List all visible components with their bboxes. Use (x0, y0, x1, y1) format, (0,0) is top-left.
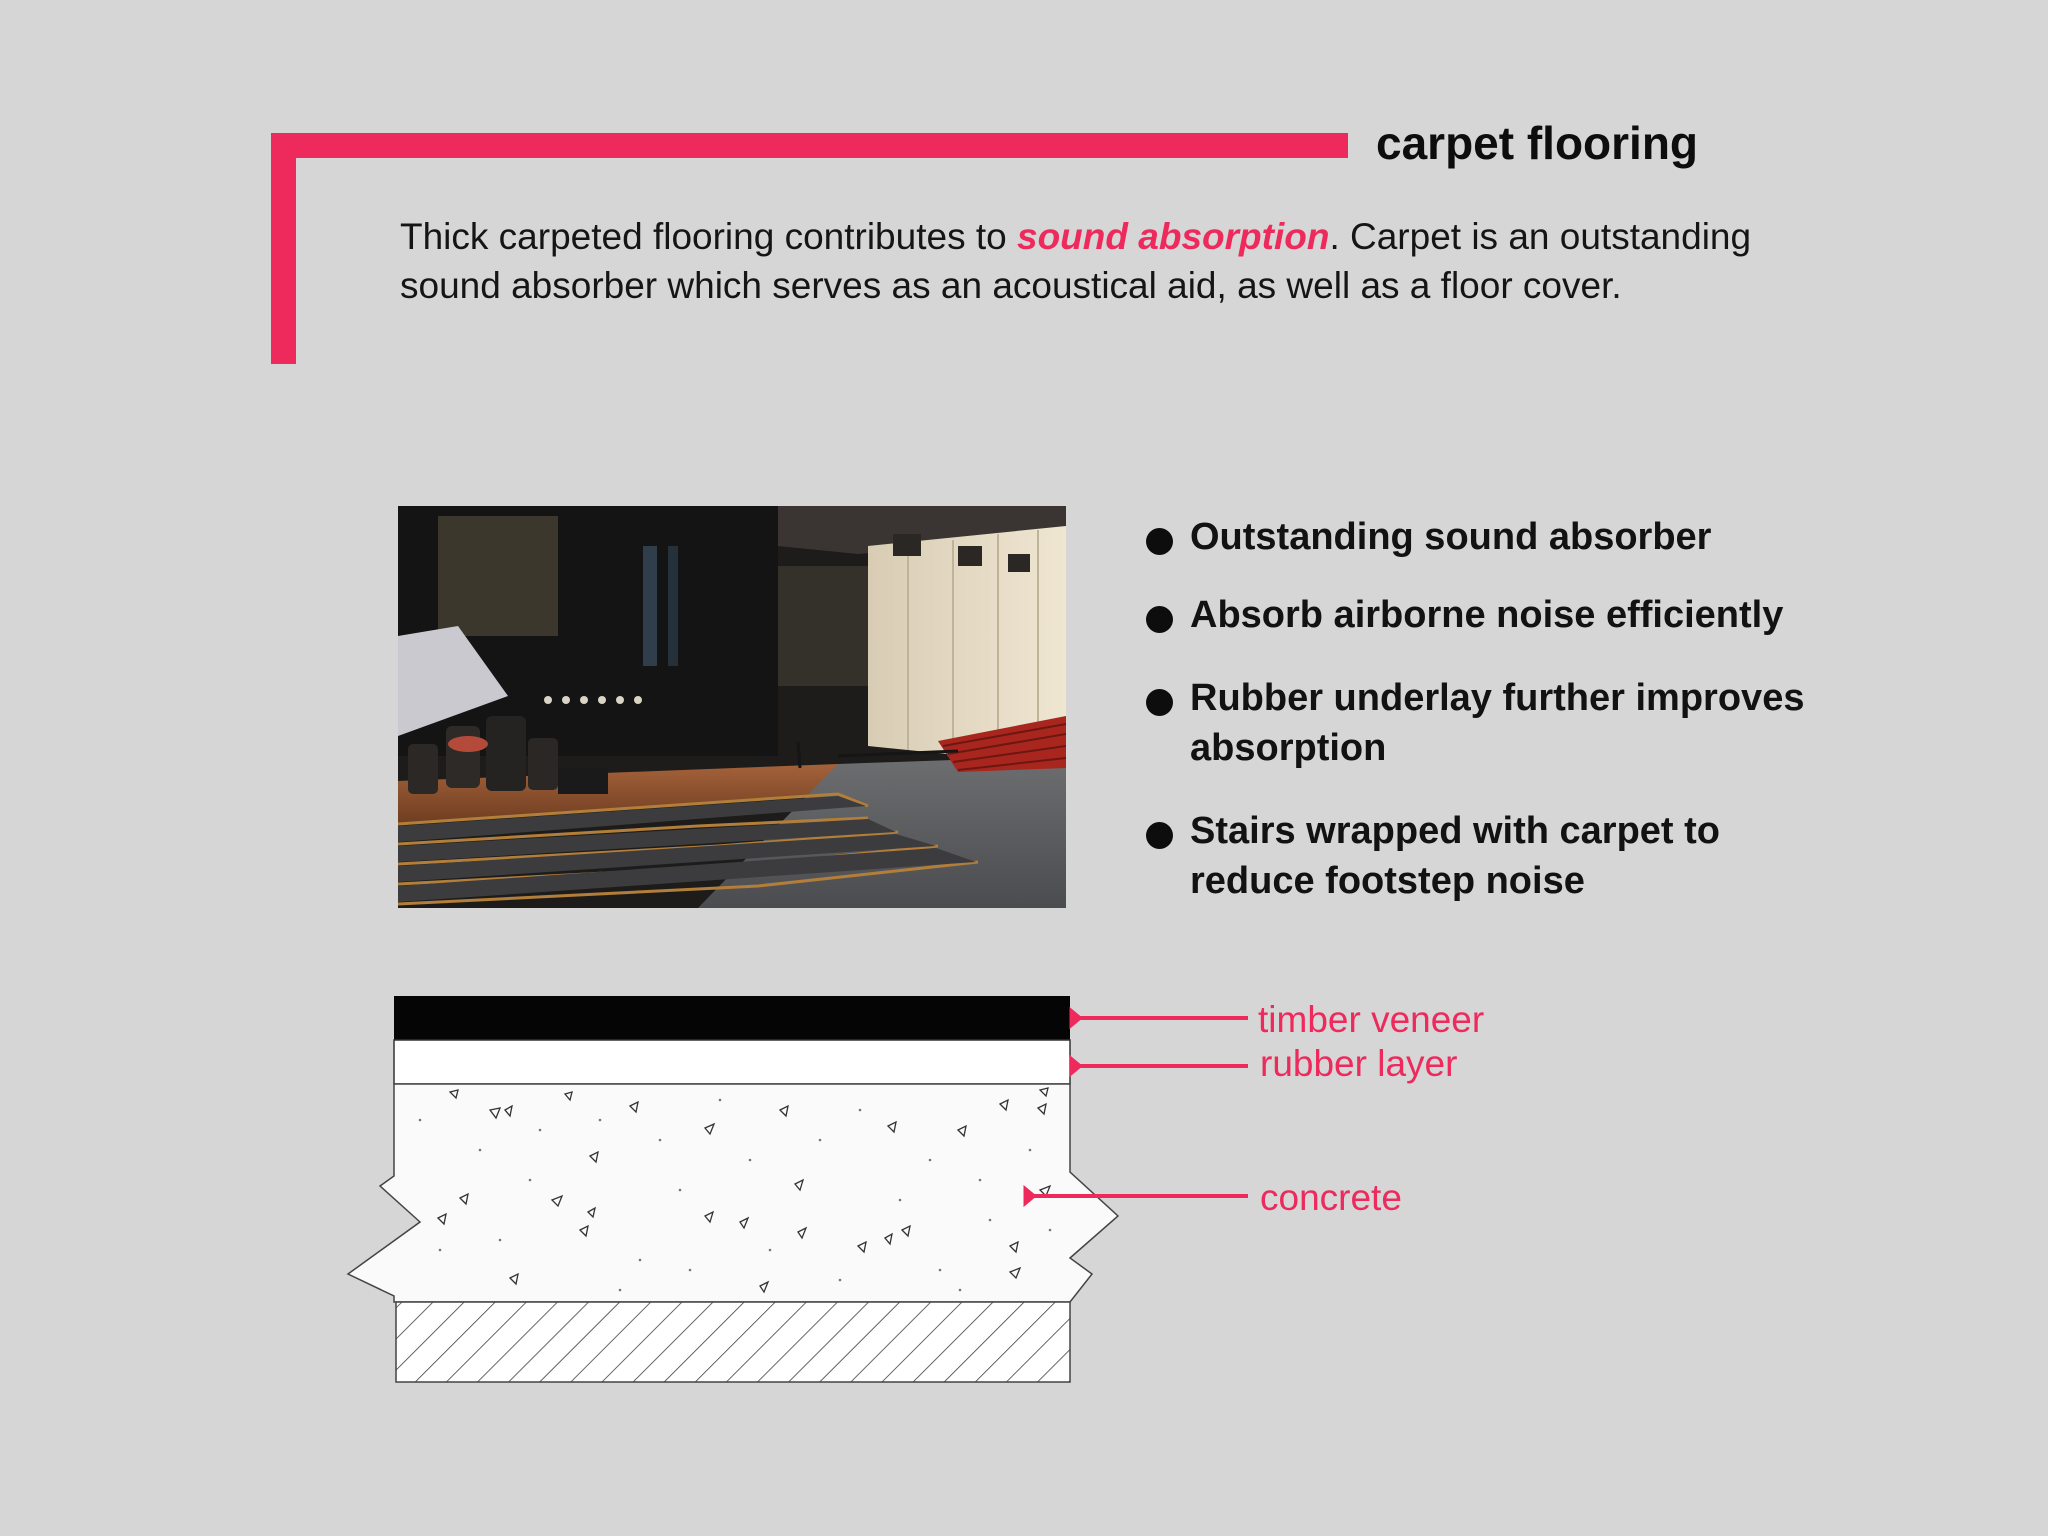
label-concrete: concrete (1260, 1177, 1402, 1218)
intro-text-before: Thick carpeted flooring contributes to (400, 216, 1017, 257)
intro-emphasis: sound absorption (1017, 216, 1330, 257)
list-item-text: Rubber underlay further improves absorption (1190, 677, 1805, 769)
bullet-icon (1146, 606, 1173, 633)
feature-list (1140, 512, 1840, 906)
intro-paragraph (400, 212, 1760, 310)
bullet-icon (1146, 822, 1173, 849)
intro-text-after: . Carpet is an outstanding sound absorber which serves as an acoustical aid, as well as a floor cover. (400, 216, 1752, 306)
list-item-text: Outstanding sound absorber (1190, 516, 1712, 558)
label-rubber-layer: rubber layer (1260, 1043, 1458, 1084)
list-item (1140, 590, 1840, 640)
base-hatch (396, 1302, 1070, 1382)
rubber-layer (394, 1040, 1070, 1084)
accent-frame-left (271, 133, 296, 364)
label-timber-veneer: timber veneer (1258, 999, 1485, 1040)
auditorium-photo (398, 506, 1066, 908)
bullet-icon (1146, 689, 1173, 716)
list-item-text: Absorb airborne noise efficiently (1190, 594, 1784, 636)
list-item (1140, 806, 1840, 906)
list-item (1140, 512, 1840, 562)
list-item-text: Stairs wrapped with carpet to reduce footstep noise (1190, 810, 1720, 902)
timber-veneer-layer (394, 996, 1070, 1040)
concrete-leader (1020, 1180, 1260, 1220)
list-item (1140, 673, 1840, 773)
page-title: carpet flooring (1376, 117, 1699, 169)
bullet-icon (1146, 528, 1173, 555)
accent-frame-top (271, 133, 1348, 158)
concrete-layer (348, 1084, 1118, 1302)
